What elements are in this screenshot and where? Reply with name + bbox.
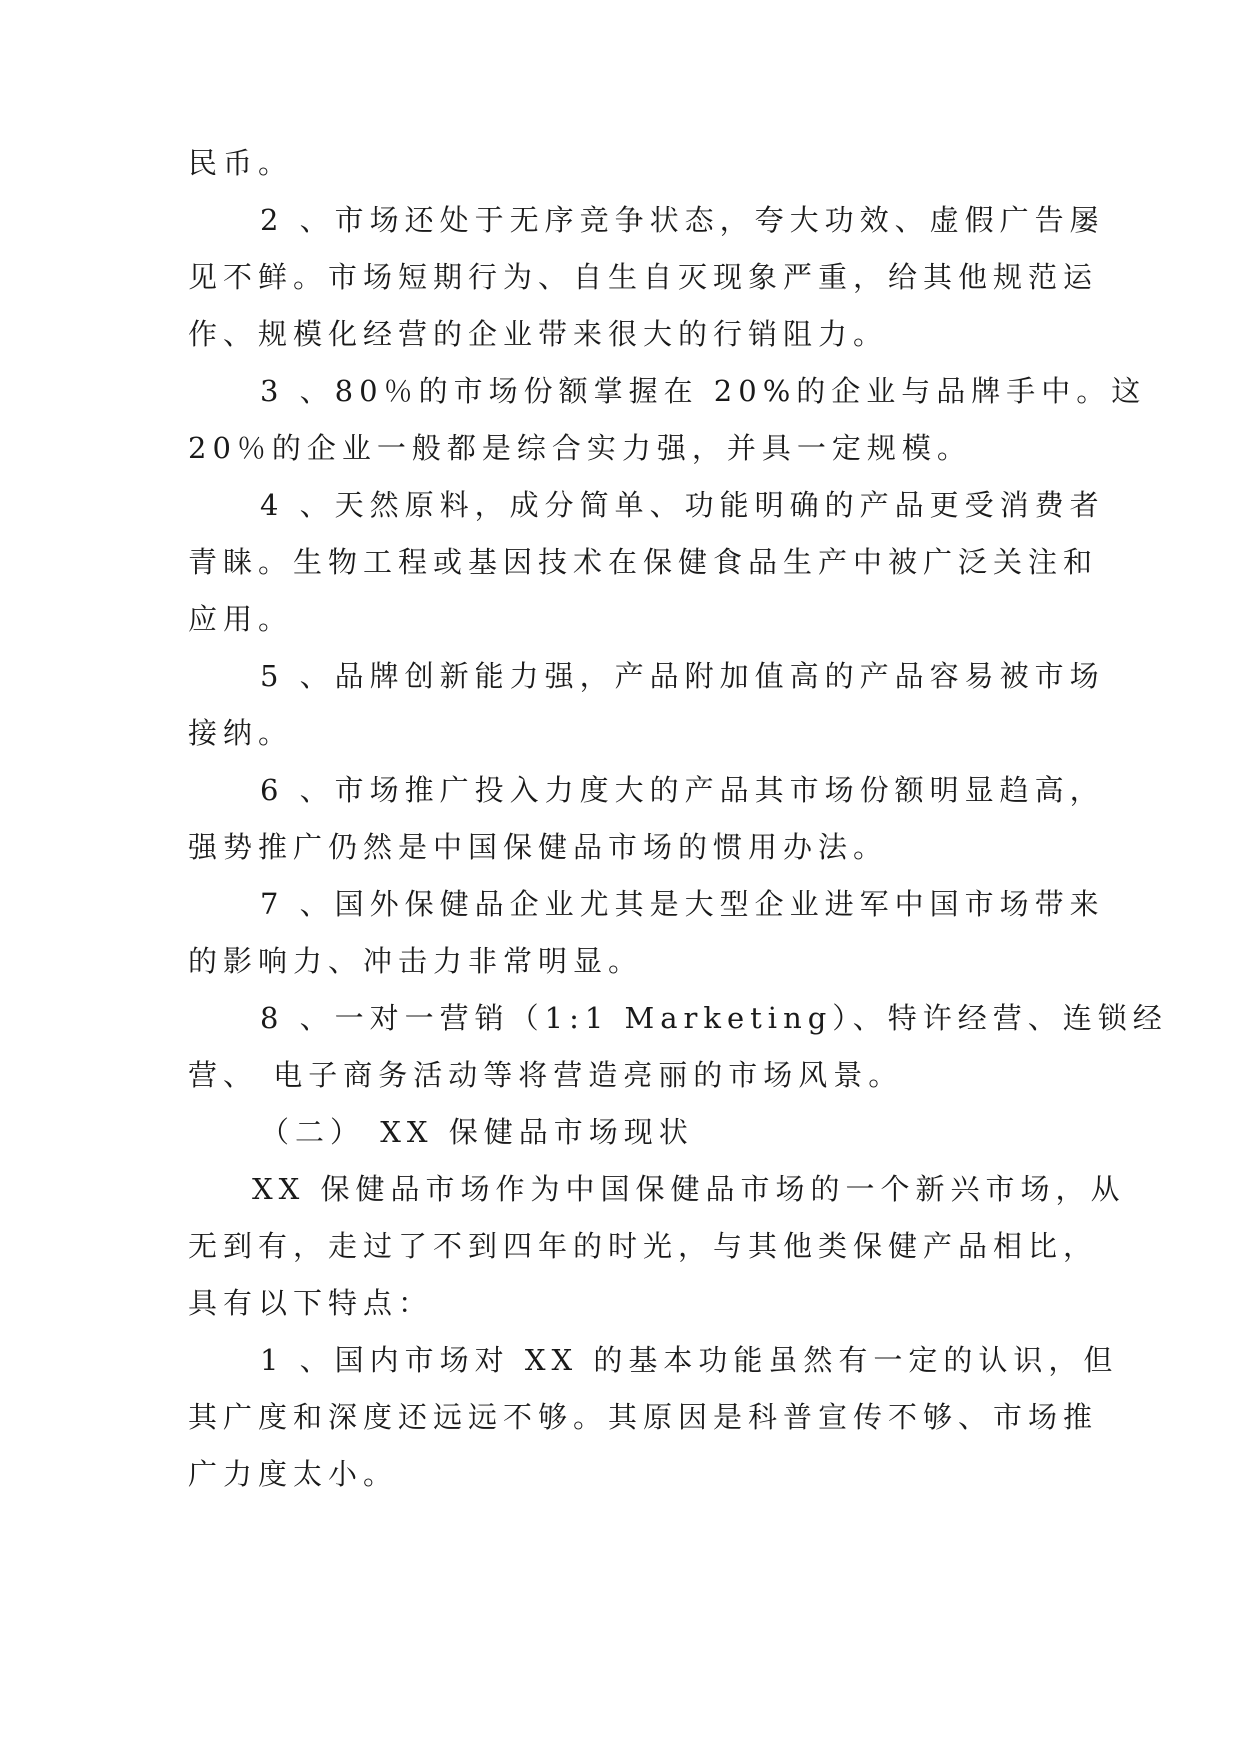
text-line: 接纳。 <box>188 716 294 750</box>
text-line: 民币。 <box>188 146 294 180</box>
text-line: 1 、国内市场对 XX 的基本功能虽然有一定的认识，但 <box>260 1343 1119 1377</box>
text-line: 5 、品牌创新能力强，产品附加值高的产品容易被市场 <box>260 659 1105 693</box>
text-line: 6 、市场推广投入力度大的产品其市场份额明显趋高， <box>260 773 1105 807</box>
text-line: 7 、国外保健品企业尤其是大型企业进军中国市场带来 <box>260 887 1105 921</box>
text-line: 的影响力、冲击力非常明显。 <box>188 944 644 978</box>
text-line: 见不鲜。市场短期行为、自生自灭现象严重，给其他规范运 <box>188 260 1099 294</box>
text-line: 应用。 <box>188 602 294 636</box>
text-line: 3 、80％的市场份额掌握在 20%的企业与品牌手中。这 <box>260 374 1147 408</box>
text-line: 4 、天然原料，成分简单、功能明确的产品更受消费者 <box>260 488 1105 522</box>
text-line: 其广度和深度还远远不够。其原因是科普宣传不够、市场推 <box>188 1400 1099 1434</box>
text-line: 作、规模化经营的企业带来很大的行销阻力。 <box>188 317 889 351</box>
text-line: 广力度太小。 <box>188 1457 399 1491</box>
section-heading: （二） XX 保健品市场现状 <box>260 1115 694 1149</box>
text-line: 无到有，走过了不到四年的时光，与其他类保健产品相比， <box>188 1229 1099 1263</box>
text-line: 具有以下特点： <box>188 1286 434 1320</box>
text-line: 20％的企业一般都是综合实力强，并具一定规模。 <box>188 431 972 465</box>
text-line: 青睐。生物工程或基因技术在保健食品生产中被广泛关注和 <box>188 545 1099 579</box>
text-line: XX 保健品市场作为中国保健品市场的一个新兴市场，从 <box>252 1172 1126 1206</box>
text-line: 8 、一对一营销（1:1 Marketing）、特许经营、连锁经 <box>260 1001 1168 1035</box>
text-line: 2 、市场还处于无序竞争状态，夸大功效、虚假广告屡 <box>260 203 1105 237</box>
text-line: 强势推广仍然是中国保健品市场的惯用办法。 <box>188 830 889 864</box>
text-line: 营、 电子商务活动等将营造亮丽的市场风景。 <box>188 1058 904 1092</box>
